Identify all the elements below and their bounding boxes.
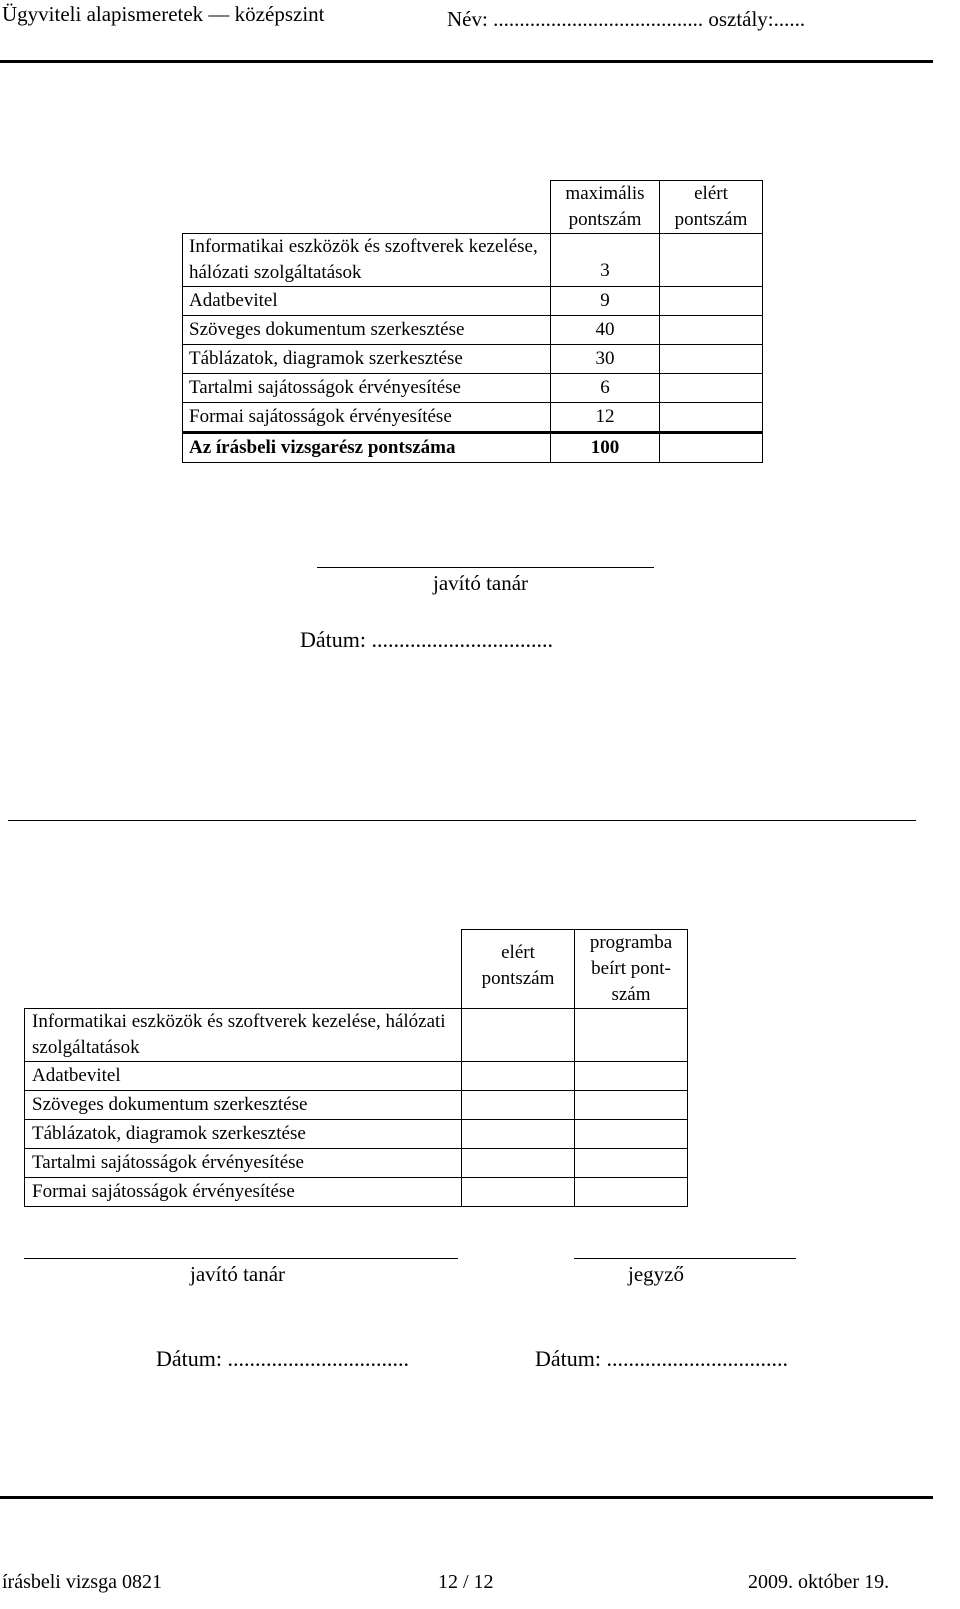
footer-exam-code: írásbeli vizsga 0821 xyxy=(2,1571,162,1593)
table-row-label: Informatikai eszközök és szoftverek kezelése, hálózati szolgáltatások xyxy=(25,1009,462,1062)
table-row-got[interactable] xyxy=(462,1091,575,1120)
table-row-program[interactable] xyxy=(575,1009,688,1062)
table-row-got[interactable] xyxy=(462,1120,575,1149)
table-row-program[interactable] xyxy=(575,1091,688,1120)
footer-date: 2009. október 19. xyxy=(748,1571,890,1593)
col-header-max: maximális pontszám xyxy=(551,181,660,234)
table-row-got[interactable] xyxy=(660,234,763,287)
table-row-got[interactable] xyxy=(462,1009,575,1062)
table-row-program[interactable] xyxy=(575,1062,688,1091)
date-field-left: Dátum: ................................. xyxy=(156,1346,409,1371)
total-label: Az írásbeli vizsgarész pontszáma xyxy=(183,433,551,463)
score-table-entry xyxy=(24,929,688,1207)
col-header-program: programba beírt pont-szám xyxy=(575,930,688,1009)
table-row-label: Szöveges dokumentum szerkesztése xyxy=(183,316,551,345)
table-row-label: Táblázatok, diagramok szerkesztése xyxy=(25,1120,462,1149)
total-max: 100 xyxy=(551,433,660,463)
table-row-label: Tartalmi sajátosságok érvényesítése xyxy=(183,374,551,403)
table-row-got[interactable] xyxy=(462,1149,575,1178)
table-row-got[interactable] xyxy=(660,403,763,433)
table-row-max: 40 xyxy=(551,316,660,345)
table-row-got[interactable] xyxy=(462,1178,575,1207)
table-row-label: Informatikai eszközök és szoftverek kezelése, hálózati szolgáltatások xyxy=(183,234,551,287)
signature-role-right: jegyző xyxy=(628,1262,684,1286)
table-row-program[interactable] xyxy=(575,1120,688,1149)
table-row-max: 9 xyxy=(551,287,660,316)
table-row-got[interactable] xyxy=(660,287,763,316)
table-row-label: Adatbevitel xyxy=(183,287,551,316)
table-row-max: 6 xyxy=(551,374,660,403)
table-row-got[interactable] xyxy=(660,374,763,403)
table-row-got[interactable] xyxy=(660,316,763,345)
table-row-label: Formai sajátosságok érvényesítése xyxy=(183,403,551,433)
table-row-got[interactable] xyxy=(462,1062,575,1091)
footer-rule xyxy=(0,1496,933,1499)
score-table-main xyxy=(182,180,763,463)
signature-role: javító tanár xyxy=(433,571,529,595)
table-row-label: Táblázatok, diagramok szerkesztése xyxy=(183,345,551,374)
table-row-label: Adatbevitel xyxy=(25,1062,462,1091)
table-row-max: 3 xyxy=(551,234,660,287)
col-header-got: elért pontszám xyxy=(462,930,575,1009)
total-got[interactable] xyxy=(660,433,763,463)
table-row-max: 30 xyxy=(551,345,660,374)
footer-page-number: 12 / 12 xyxy=(438,1571,494,1593)
signature-line-right xyxy=(574,1258,796,1259)
col-header-got: elért pontszám xyxy=(660,181,763,234)
signature-line-left xyxy=(24,1258,458,1259)
table-row-program[interactable] xyxy=(575,1178,688,1207)
date-field-right: Dátum: ................................. xyxy=(535,1346,788,1371)
table-row-label: Szöveges dokumentum szerkesztése xyxy=(25,1091,462,1120)
name-class-field: Név: ........................................ osztály:...... xyxy=(447,7,806,31)
table-row-label: Tartalmi sajátosságok érvényesítése xyxy=(25,1149,462,1178)
table-row-got[interactable] xyxy=(660,345,763,374)
date-field: Dátum: ................................. xyxy=(300,627,553,652)
table-row-label: Formai sajátosságok érvényesítése xyxy=(25,1178,462,1207)
signature-role-left: javító tanár xyxy=(190,1262,286,1286)
signature-line xyxy=(317,567,654,568)
subject-title: Ügyviteli alapismeretek — középszint xyxy=(2,2,325,26)
header-rule xyxy=(0,60,933,63)
table-row-max: 12 xyxy=(551,403,660,433)
table-row-program[interactable] xyxy=(575,1149,688,1178)
section-divider xyxy=(8,820,916,821)
